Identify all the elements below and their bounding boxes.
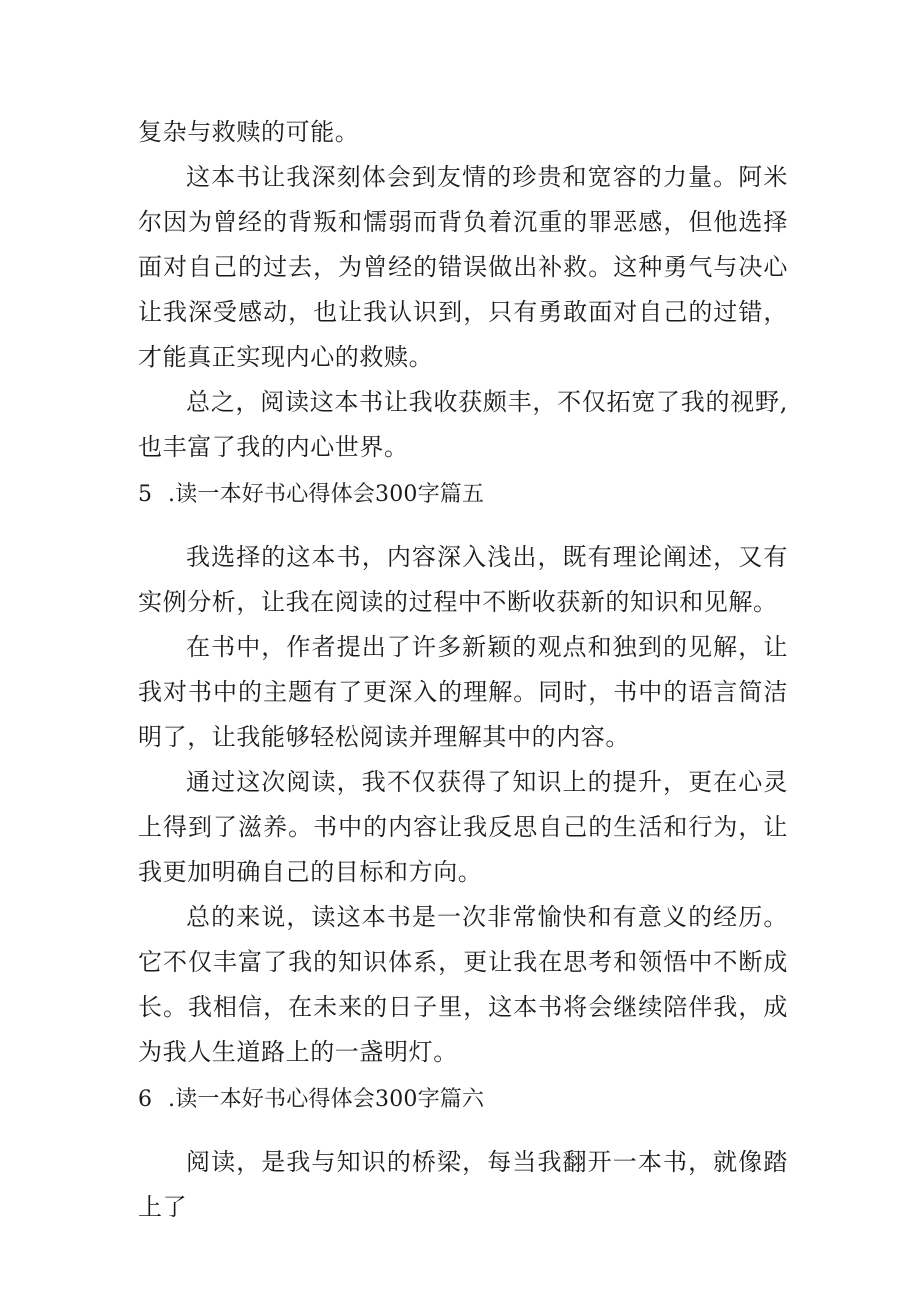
paragraph-friendship: 这本书让我深刻体会到友情的珍贵和宽容的力量。阿米尔因为曾经的背叛和懦弱而背负着沉重的罪恶感，但他选择面对自己的过去，为曾经的错误做出补救。这种勇气与决心让我深受感动，也让我认识到，只有勇敢面对自己的过错，才能真正实现内心的救赎。 xyxy=(138,163,788,371)
paragraph-summary: 总之，阅读这本书让我收获颇丰，不仅拓宽了我的视野,也丰富了我的内心世界。 xyxy=(138,388,788,461)
section-5-title: .读一本好书心得体会300字篇五 xyxy=(168,482,485,507)
section-6-title: .读一本好书心得体会300字篇六 xyxy=(168,1087,485,1112)
section-5-paragraph-1: 我选择的这本书，内容深入浅出，既有理论阐述，又有实例分析，让我在阅读的过程中不断收获新的知识和见解。 xyxy=(138,543,788,616)
section-5-heading xyxy=(138,472,788,517)
document-body xyxy=(138,110,788,1230)
section-6-paragraph-1: 阅读，是我与知识的桥梁，每当我翻开一本书，就像踏上了 xyxy=(138,1148,788,1221)
section-5-number: 5 xyxy=(138,482,153,507)
section-5-paragraph-4: 总的来说，读这本书是一次非常愉快和有意义的经历。它不仅丰富了我的知识体系，更让我在思考和领悟中不断成长。我相信，在未来的日子里，这本书将会继续陪伴我，成为我人生道路上的一盏明灯。 xyxy=(138,903,788,1066)
section-5-paragraph-3: 通过这次阅读，我不仅获得了知识上的提升，更在心灵上得到了滋养。书中的内容让我反思自己的生活和行为，让我更加明确自己的目标和方向。 xyxy=(138,768,788,886)
section-6-number: 6 xyxy=(138,1087,153,1112)
section-6-heading xyxy=(138,1077,788,1122)
paragraph-continued: 复杂与救赎的可能。 xyxy=(138,118,360,146)
section-5-paragraph-2: 在书中，作者提出了许多新颖的观点和独到的见解，让我对书中的主题有了更深入的理解。同时，书中的语言简洁明了，让我能够轻松阅读并理解其中的内容。 xyxy=(138,633,788,751)
